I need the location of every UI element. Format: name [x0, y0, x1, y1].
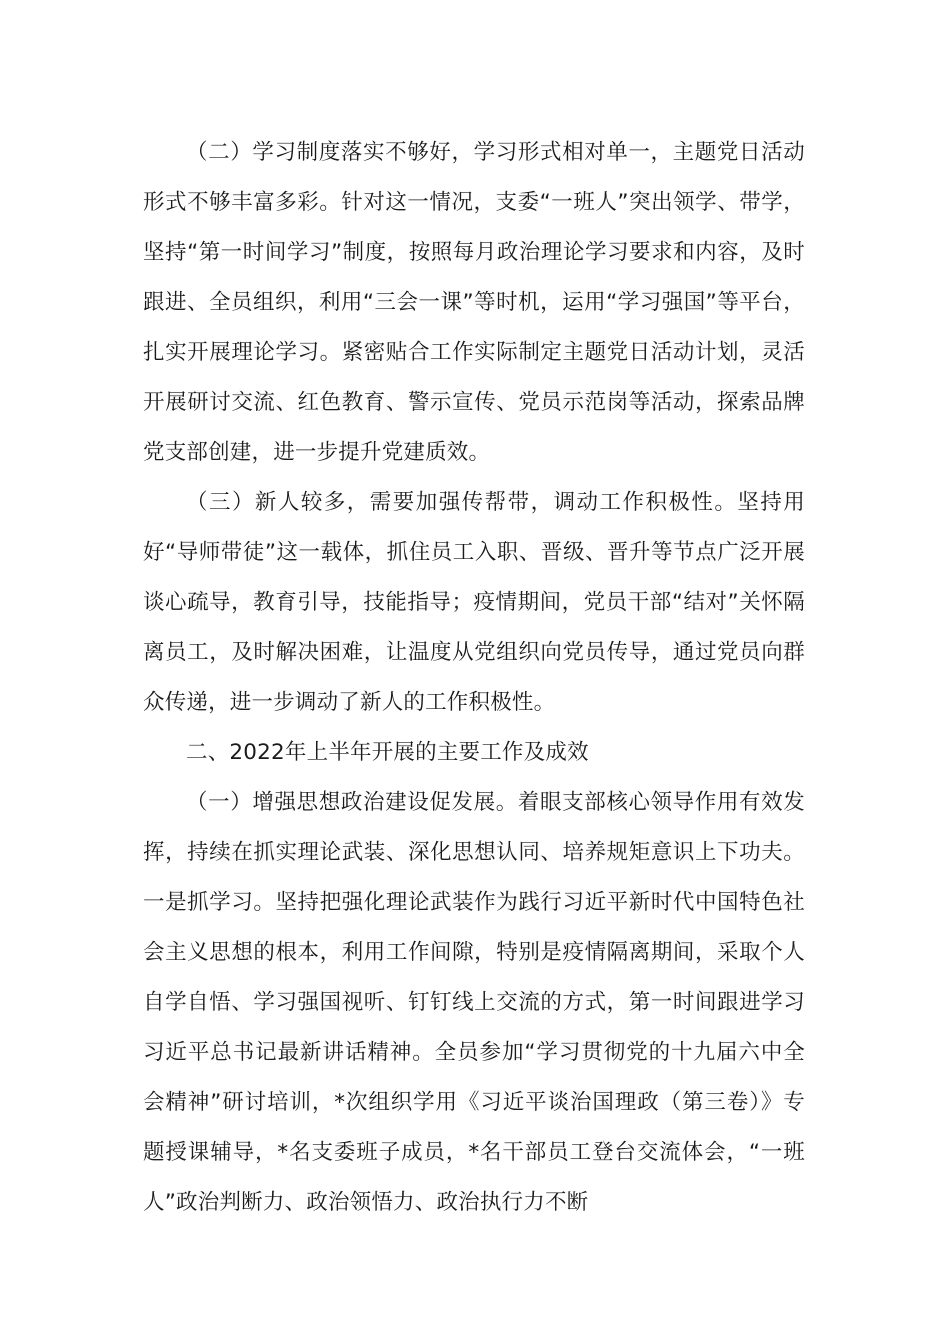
document-body — [143, 128, 805, 1228]
paragraph-learning-system: （二）学习制度落实不够好，学习形式相对单一，主题党日活动形式不够丰富多彩。针对这一情况，支委“一班人”突出领学、带学，坚持“第一时间学习”制度，按照每月政治理论学习要求和内容，及时跟进、全员组织，利用“三会一课”等时机，运用“学习强国”等平台，扎实开展理论学习。紧密贴合工作实际制定主题党日活动计划，灵活开展研讨交流、红色教育、警示宣传、党员示范岗等活动，探索品牌党支部创建，进一步提升党建质效。 — [143, 140, 805, 465]
paragraph-political-building: （一）增强思想政治建设促发展。着眼支部核心领导作用有效发挥，持续在抓实理论武装、深化思想认同、培养规矩意识上下功夫。一是抓学习。坚持把强化理论武装作为践行习近平新时代中国特色社会主义思想的根本，利用工作间隙，特别是疫情隔离期间，采取个人自学自悟、学习强国视听、钉钉线上交流的方式，第一时间跟进学习习近平总书记最新讲话精神。全员参加“学习贯彻党的十九届六中全会精神”研讨培训，*次组织学用《习近平谈治国理政（第三卷）》专题授课辅导，*名支委班子成员，*名干部员工登台交流体会，“一班人”政治判断力、政治领悟力、政治执行力不断 — [143, 790, 805, 1215]
paragraph-new-staff: （三）新人较多，需要加强传帮带，调动工作积极性。坚持用好“导师带徒”这一载体，抓住员工入职、晋级、晋升等节点广泛开展谈心疏导，教育引导，技能指导；疫情期间，党员干部“结对”关怀隔离员工，及时解决困难，让温度从党组织向党员传导，通过党员向群众传递，进一步调动了新人的工作积极性。 — [143, 490, 805, 715]
section-heading-2022-work: 二、2022年上半年开展的主要工作及成效 — [186, 740, 589, 765]
